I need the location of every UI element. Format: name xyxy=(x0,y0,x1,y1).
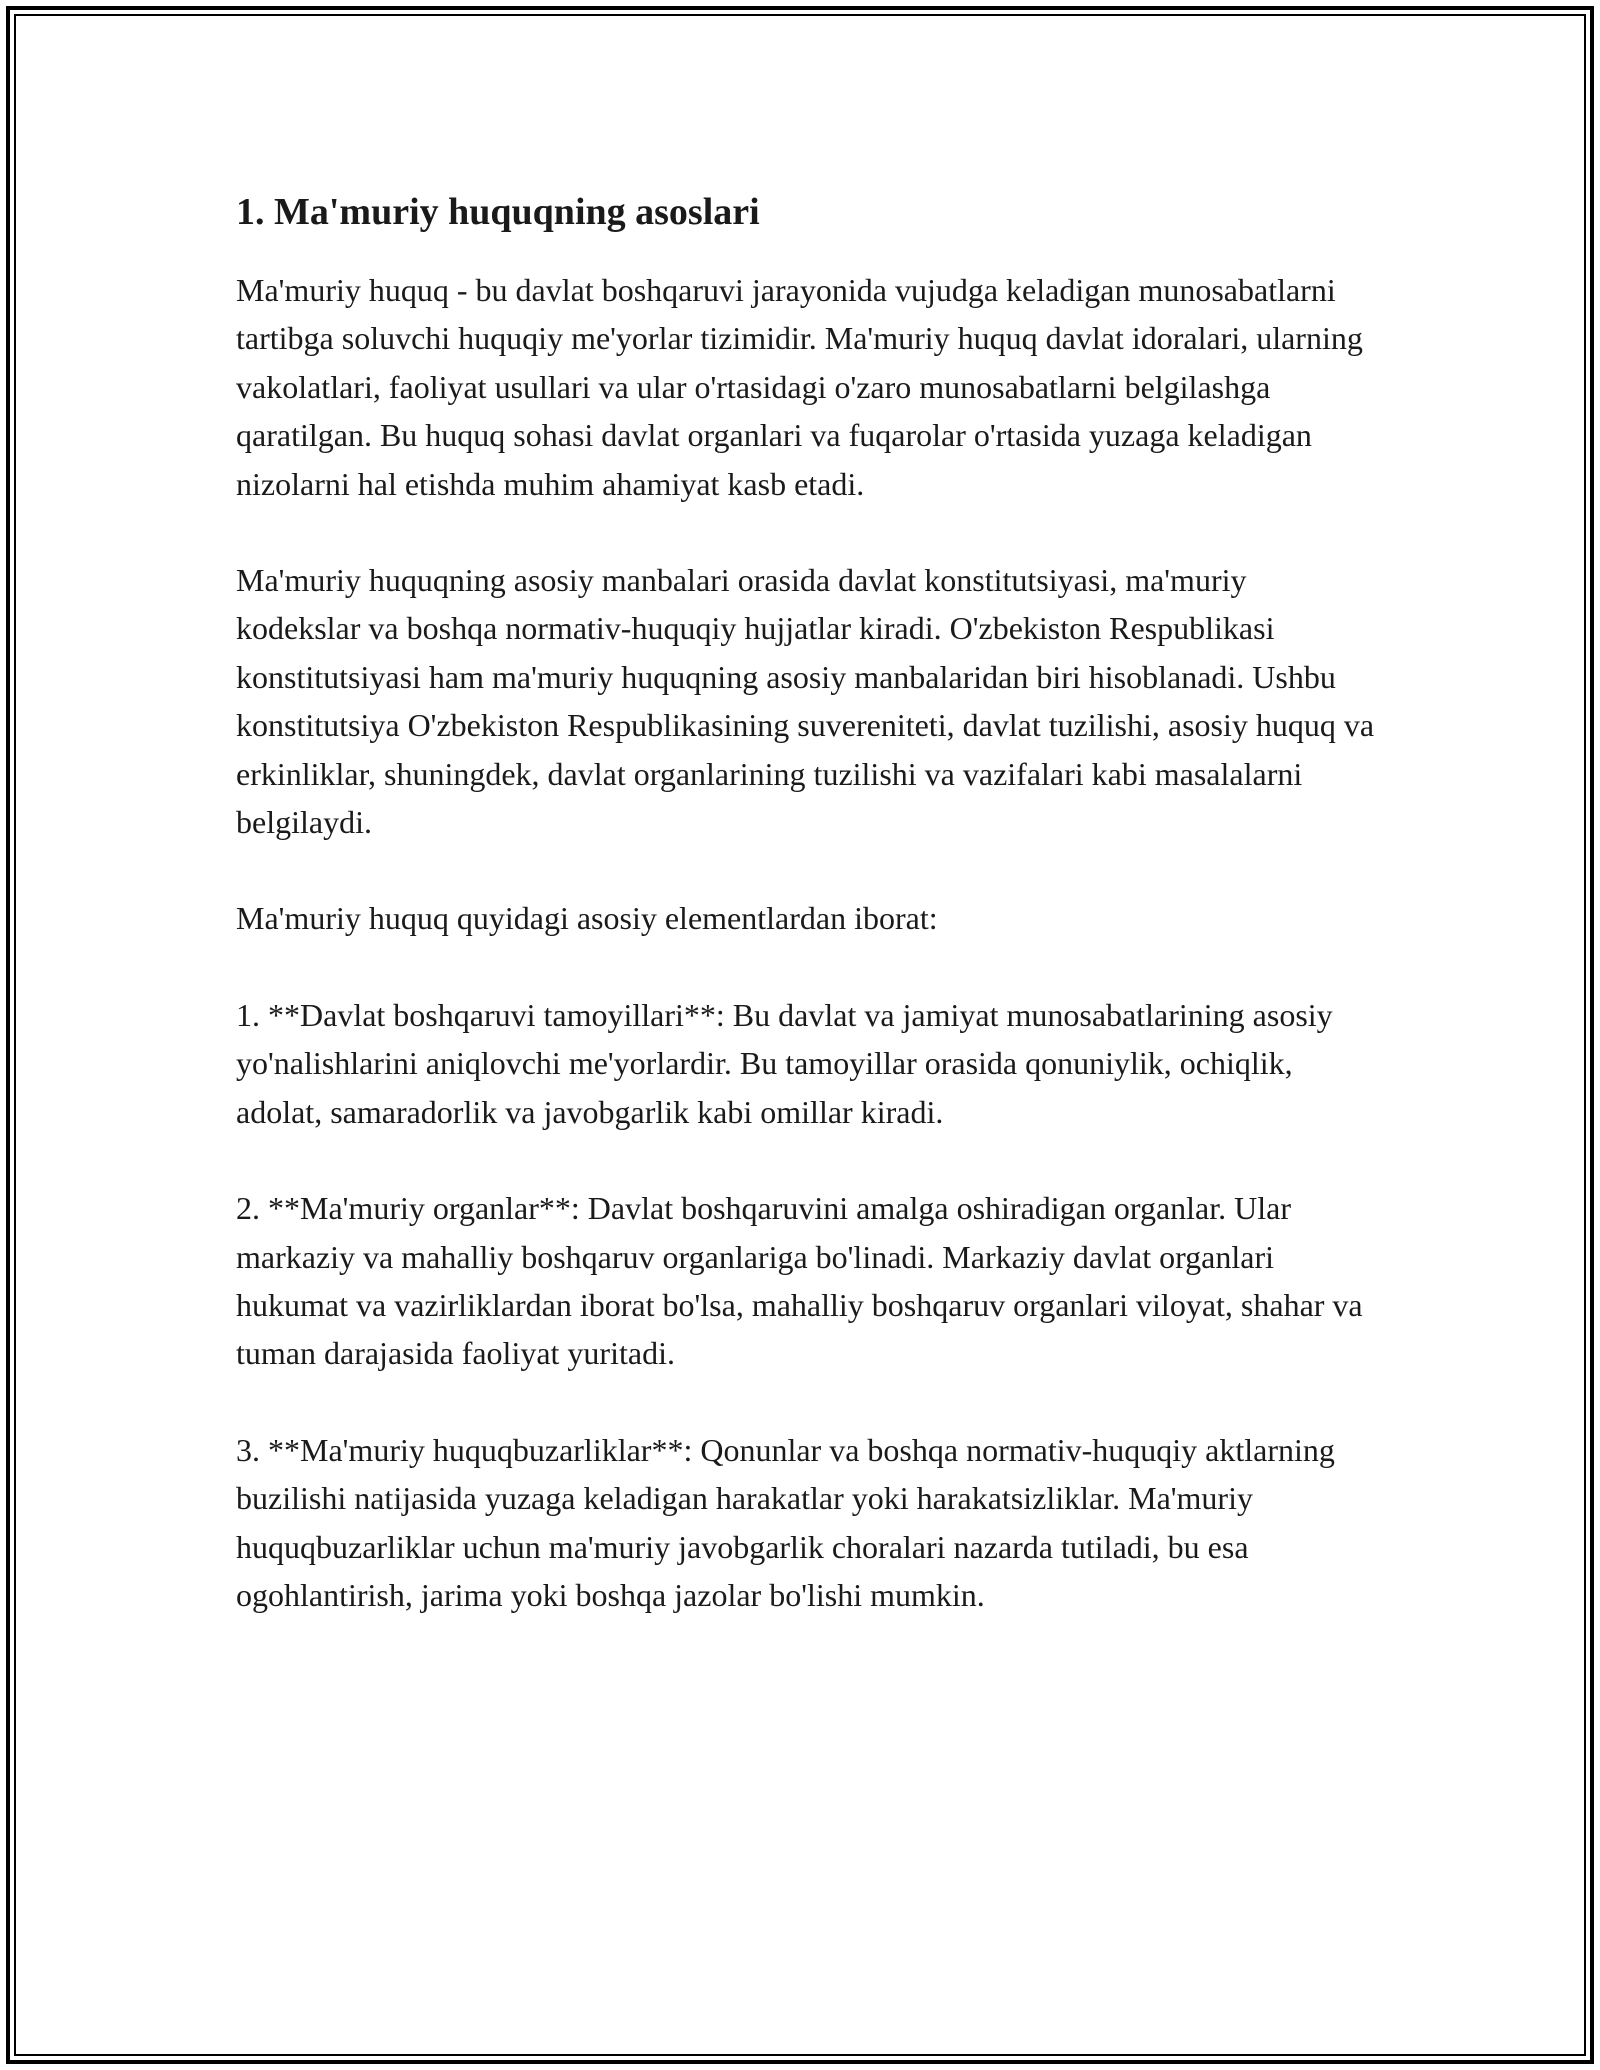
list-item-organs: 2. **Ma'muriy organlar**: Davlat boshqaruvini amalga oshiradigan organlar. Ular markaziy va mahalliy boshqaruv organlariga bo'linadi. Markaziy davlat organlari hukumat va vazirliklardan iborat bo'lsa, mahalliy boshqaruv organlari viloyat, shahar va tuman darajasida faoliyat yuritadi. xyxy=(236,1190,1363,1372)
paragraph-definition: Ma'muriy huquq - bu davlat boshqaruvi jarayonida vujudga keladigan munosabatlarni tartibga soluvchi huquqiy me'yorlar tizimidir. Ma'muriy huquq davlat idoralari, ularning vakolatlari, faoliyat usullari va ular o'rtasidagi o'zaro munosabatlarni belgilashga qaratilgan. Bu huquq sohasi davlat organlari va fuqarolar o'rtasida yuzaga keladigan nizolarni hal etishda muhim ahamiyat kasb etadi. xyxy=(236,272,1363,502)
paragraph-elements-intro: Ma'muriy huquq quyidagi asosiy elementlardan iborat: xyxy=(236,900,938,937)
paragraph-sources: Ma'muriy huquqning asosiy manbalari orasida davlat konstitutsiyasi, ma'muriy kodekslar va boshqa normativ-huquqiy hujjatlar kiradi. O'zbekiston Respublikasi konstitutsiyasi ham ma'muriy huquqning asosiy manbalaridan biri hisoblanadi. Ushbu konstitutsiya O'zbekiston Respublikasining suvereniteti, davlat tuzilishi, asosiy huquq va erkinliklar, shuningdek, davlat organlarining tuzilishi va vazifalari kabi masalalarni belgilaydi. xyxy=(236,562,1375,841)
list-item-offenses: 3. **Ma'muriy huquqbuzarliklar**: Qonunlar va boshqa normativ-huquqiy aktlarning buzilishi natijasida yuzaga keladigan harakatlar yoki harakatsizliklar. Ma'muriy huquqbuzarliklar uchun ma'muriy javobgarlik choralari nazarda tutiladi, bu esa ogohlantirish, jarima yoki boshqa jazolar bo'lishi mumkin. xyxy=(236,1431,1335,1613)
document-body xyxy=(236,186,1376,1619)
list-item-principles: 1. **Davlat boshqaruvi tamoyillari**: Bu davlat va jamiyat munosabatlarining asosiy yo'nalishlarini aniqlovchi me'yorlardir. Bu tamoyillar orasida qonuniylik, ochiqlik, adolat, samaradorlik va javobgarlik kabi omillar kiradi. xyxy=(236,996,1333,1130)
document-title: 1. Ma'muriy huquqning asoslari xyxy=(236,191,760,233)
